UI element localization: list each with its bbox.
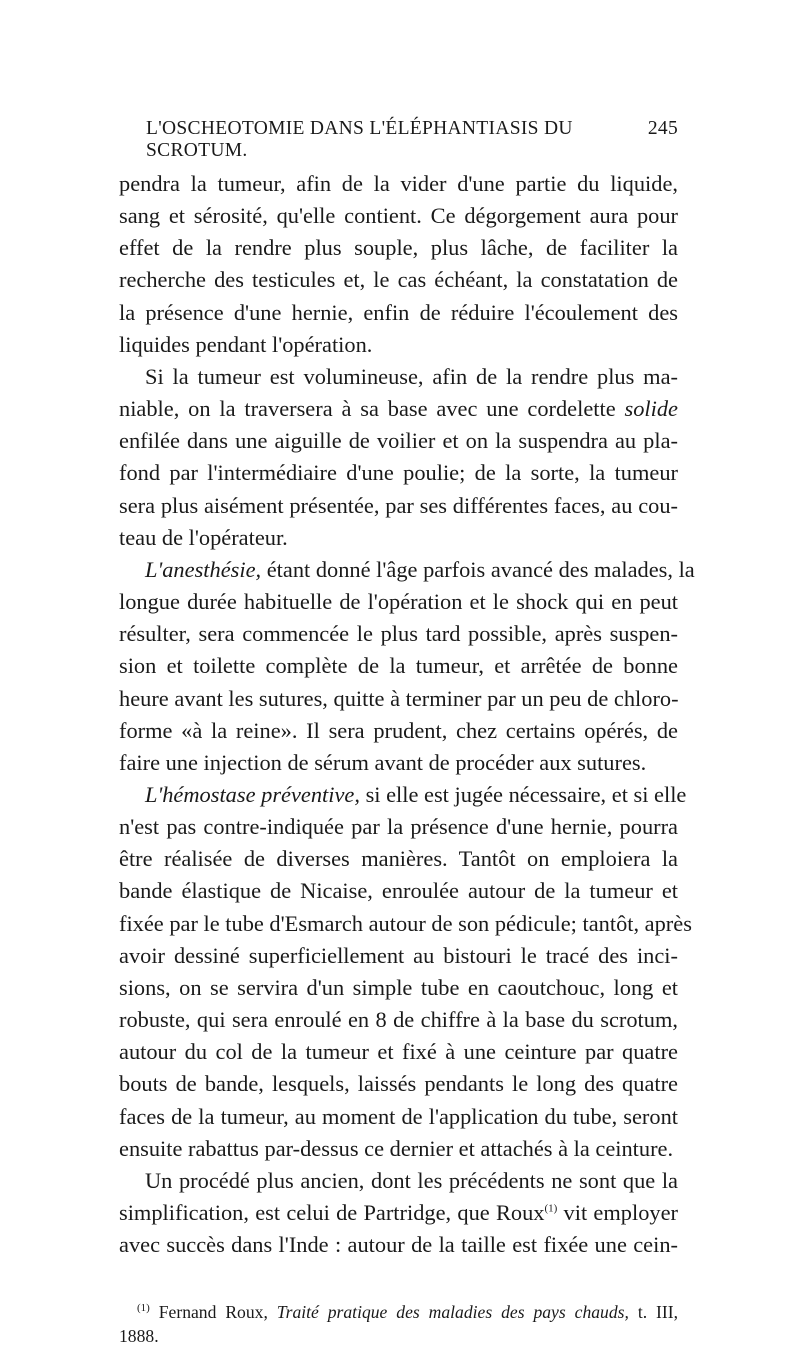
italic-term: solide: [624, 396, 678, 422]
text-line: ensuite rabattus par-dessus ce dernier et attachés à la ceinture.: [119, 1135, 674, 1161]
paragraph-1: [119, 168, 678, 361]
paragraph-5: [119, 1165, 678, 1261]
text-line: enfilée dans une aiguille de voilier et on la suspendra au pla-: [119, 428, 678, 454]
text-line: avoir dessiné superficiellement au bistouri le tracé des inci-: [119, 942, 678, 968]
text-line: être réalisée de diverses manières. Tantôt on emploiera la: [119, 846, 678, 872]
text-line: longue durée habituelle de l'opération et le shock qui en peut: [119, 589, 678, 615]
text-segment: vit employer: [563, 1200, 678, 1225]
text-line: faces de la tumeur, au moment de l'application du tube, seront: [119, 1103, 678, 1129]
text-line: fond par l'intermédiaire d'une poulie; de la sorte, la tumeur: [119, 460, 678, 486]
text-line: liquides pendant l'opération.: [119, 331, 373, 357]
footnote-reference: (1): [544, 1202, 558, 1215]
text-line: forme «à la reine». Il sera prudent, chez certains opérés, de: [119, 717, 678, 743]
text-line: sang et sérosité, qu'elle contient. Ce dégorgement aura pour: [119, 203, 678, 229]
paragraph-3: [119, 554, 695, 779]
paragraph-4: [119, 779, 692, 1165]
text-line: heure avant les sutures, quitte à terminer par un peu de chloro-: [119, 685, 679, 711]
italic-term: L'anesthésie,: [145, 556, 262, 582]
text-segment: niable, on la traversera à sa base avec une cordelette: [119, 396, 616, 422]
paragraph-2: [119, 361, 678, 554]
text-line: [119, 554, 695, 586]
text-segment: si elle est jugée nécessaire, et si elle: [365, 781, 687, 807]
text-line: teau de l'opérateur.: [119, 524, 288, 550]
text-line: n'est pas contre-indiquée par la présence d'une hernie, pourra: [119, 814, 678, 840]
running-head: [119, 118, 678, 162]
footnote-author: Fernand Roux,: [158, 1302, 268, 1323]
footnote-marker: (1): [137, 1302, 150, 1315]
text-line: sions, on se servira d'un simple tube en caoutchouc, long et: [119, 974, 678, 1000]
text-line: Si la tumeur est volumineuse, afin de la rendre plus ma-: [145, 363, 678, 389]
text-line: [119, 393, 678, 425]
text-line: sion et toilette complète de la tumeur, et arrêtée de bonne: [119, 653, 678, 679]
text-line: robuste, qui sera enroulé en 8 de chiffre à la base du scrotum,: [119, 1007, 678, 1033]
running-head-title: L'OSCHEOTOMIE DANS L'ÉLÉPHANTIASIS DU SCROTUM.: [146, 118, 573, 161]
text-line: faire une injection de sérum avant de procéder aux sutures.: [119, 749, 647, 775]
italic-term: L'hémostase préventive,: [145, 781, 360, 807]
text-line: [119, 1197, 678, 1229]
footnote: [119, 1300, 678, 1348]
text-line: Un procédé plus ancien, dont les précédents ne sont que la: [145, 1167, 678, 1193]
footnote-line: [119, 1300, 678, 1324]
text-segment: simplification, est celui de Partridge, que Roux: [119, 1200, 545, 1225]
body-text: [119, 168, 695, 1261]
text-line: pendra la tumeur, afin de la vider d'une partie du liquide,: [119, 171, 678, 196]
text-line: résulter, sera commencée le plus tard possible, après suspen-: [119, 621, 678, 647]
footnote-year: 1888.: [119, 1326, 159, 1347]
footnote-volume: t. III,: [637, 1302, 678, 1323]
text-line: effet de la rendre plus souple, plus lâche, de faciliter la: [119, 235, 678, 261]
text-line: bouts de bande, lesquels, laissés pendants le long des quatre: [119, 1071, 678, 1097]
footnote-line: [119, 1324, 678, 1348]
text-segment: étant donné l'âge parfois avancé des malades, la: [266, 556, 695, 582]
text-line: la présence d'une hernie, enfin de réduire l'écoulement des: [119, 299, 678, 325]
footnote-title: Traité pratique des maladies des pays chauds,: [276, 1302, 629, 1323]
text-line: sera plus aisément présentée, par ses différentes faces, au cou-: [119, 492, 678, 518]
text-line: fixée par le tube d'Esmarch autour de son pédicule; tantôt, après: [119, 910, 692, 936]
text-line: [119, 779, 687, 811]
text-line: autour du col de la tumeur et fixé à une ceinture par quatre: [119, 1039, 678, 1065]
text-line: avec succès dans l'Inde : autour de la taille est fixée une cein-: [119, 1232, 678, 1258]
page-number: 245: [647, 118, 678, 139]
text-line: bande élastique de Nicaise, enroulée autour de la tumeur et: [119, 878, 678, 904]
text-line: recherche des testicules et, le cas échéant, la constatation de: [119, 267, 678, 293]
